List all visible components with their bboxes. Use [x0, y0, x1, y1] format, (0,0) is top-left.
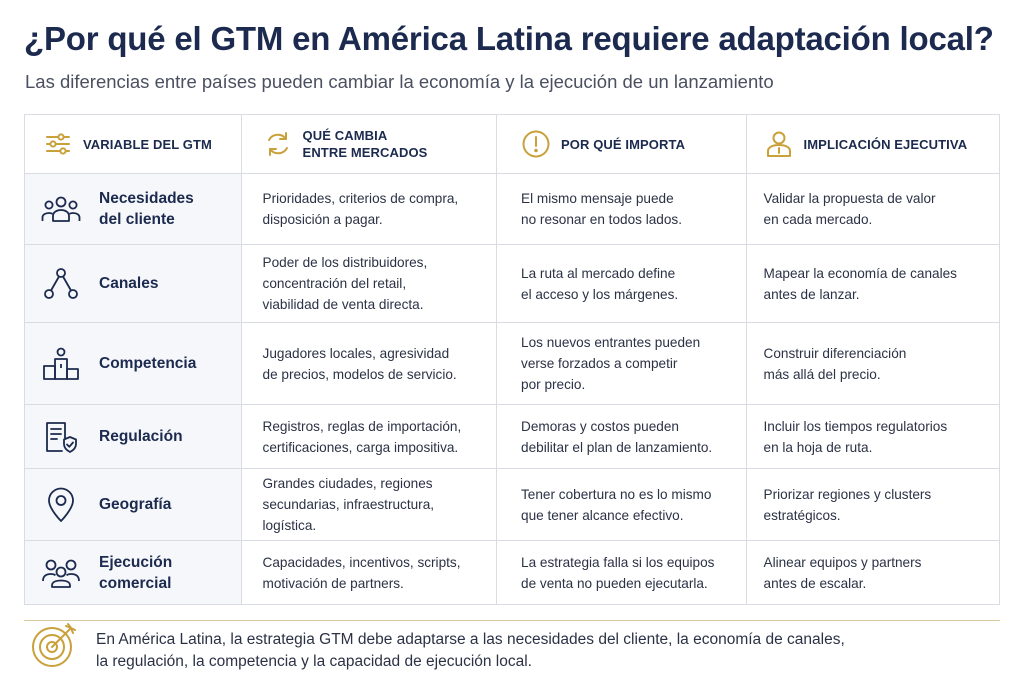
header-cell-importa [496, 115, 746, 173]
document-shield-icon [41, 420, 81, 454]
implicacion-cell [746, 541, 999, 604]
header-label-importa: POR QUÉ IMPORTA [561, 136, 686, 152]
importa-text: La estrategia falla si los equipos de venta no pueden ejecutarla. [521, 554, 715, 591]
importa-cell [496, 174, 746, 244]
footer-summary: En América Latina, la estrategia GTM debe adaptarse a las necesidades del cliente, la economía de canales, la regulación, la competencia y la capacidad de ejecución local. [96, 631, 845, 670]
importa-text: Demoras y costos pueden debilitar el plan de lanzamiento. [521, 418, 713, 455]
importa-cell [496, 323, 746, 404]
cambia-cell [241, 469, 496, 540]
variable-cell [25, 469, 241, 540]
variable-cell [25, 541, 241, 604]
implicacion-cell [746, 405, 999, 468]
implicacion-cell [746, 469, 999, 540]
implicacion-text: Construir diferenciación más allá del precio. [763, 345, 907, 382]
footer-divider [24, 620, 1000, 621]
implicacion-cell [746, 174, 999, 244]
variable-label: Geografía [99, 496, 172, 513]
refresh-arrows-icon [263, 129, 293, 159]
implicacion-text: Mapear la economía de canales antes de lanzar. [763, 265, 957, 302]
importa-cell [496, 245, 746, 322]
table-row [25, 173, 999, 244]
cambia-cell [241, 405, 496, 468]
cambia-cell [241, 541, 496, 604]
cambia-cell [241, 323, 496, 404]
variable-label: Canales [99, 275, 159, 292]
importa-text: El mismo mensaje puede no resonar en todos lados. [521, 191, 682, 227]
variable-label: Ejecución comercial [99, 553, 173, 592]
table-row [25, 404, 999, 468]
page-subtitle: Las diferencias entre países pueden cambiar la economía y la ejecución de un lanzamiento [25, 71, 774, 92]
implicacion-text: Validar la propuesta de valor en cada mercado. [763, 191, 936, 227]
importa-cell [496, 541, 746, 604]
importa-text: Tener cobertura no es lo mismo que tener alcance efectivo. [521, 486, 712, 523]
variable-label: Competencia [99, 355, 197, 372]
sliders-icon [43, 129, 73, 159]
implicacion-text: Alinear equipos y partners antes de escalar. [763, 554, 922, 591]
people-group-icon [41, 192, 81, 226]
cambia-text: Capacidades, incentivos, scripts, motivación de partners. [262, 554, 461, 591]
implicacion-text: Incluir los tiempos regulatorios en la hoja de ruta. [763, 418, 948, 455]
header-label-implicacion: IMPLICACIÓN EJECUTIVA [803, 136, 968, 152]
map-pin-icon [41, 488, 81, 522]
variable-cell [25, 174, 241, 244]
table-row [25, 540, 999, 604]
implicacion-cell [746, 323, 999, 404]
target-arrow-icon [30, 621, 78, 669]
importa-cell [496, 405, 746, 468]
variable-label: Necesidades del cliente [99, 190, 194, 228]
page-title: ¿Por qué el GTM en América Latina requiere adaptación local? [24, 20, 994, 57]
header-cell-implicacion [746, 115, 999, 173]
exclamation-circle-icon [521, 129, 551, 159]
variable-label: Regulación [99, 428, 183, 445]
person-icon [764, 129, 794, 159]
header-cell-cambia [241, 115, 496, 173]
importa-cell [496, 469, 746, 540]
table-row [25, 468, 999, 540]
cambia-cell [241, 174, 496, 244]
table-row [25, 322, 999, 404]
cambia-cell [241, 245, 496, 322]
importa-text: La ruta al mercado define el acceso y los márgenes. [521, 265, 679, 302]
cambia-text: Prioridades, criterios de compra, disposición a pagar. [262, 191, 459, 227]
network-nodes-icon [41, 267, 81, 301]
podium-icon [41, 347, 81, 381]
cambia-text: Jugadores locales, agresividad de precios, modelos de servicio. [262, 345, 457, 382]
cambia-text: Registros, reglas de importación, certificaciones, carga impositiva. [262, 418, 462, 455]
variable-cell [25, 405, 241, 468]
implicacion-text: Priorizar regiones y clusters estratégicos. [763, 486, 932, 523]
variable-cell [25, 323, 241, 404]
cambia-text: Poder de los distribuidores, concentración del retail, viabilidad de venta directa. [262, 255, 428, 312]
team-icon [41, 556, 81, 590]
header-cell-variable [25, 115, 241, 173]
implicacion-cell [746, 245, 999, 322]
table-row [25, 244, 999, 322]
gtm-table [24, 114, 1000, 605]
variable-cell [25, 245, 241, 322]
table-header-row [25, 115, 999, 173]
header-label-variable: VARIABLE DEL GTM [83, 136, 212, 152]
cambia-text: Grandes ciudades, regiones secundarias, infraestructura, logística. [262, 476, 435, 533]
importa-text: Los nuevos entrantes pueden verse forzados a competir por precio. [521, 335, 701, 392]
header-label-cambia: QUÉ CAMBIA ENTRE MERCADOS [302, 128, 428, 160]
